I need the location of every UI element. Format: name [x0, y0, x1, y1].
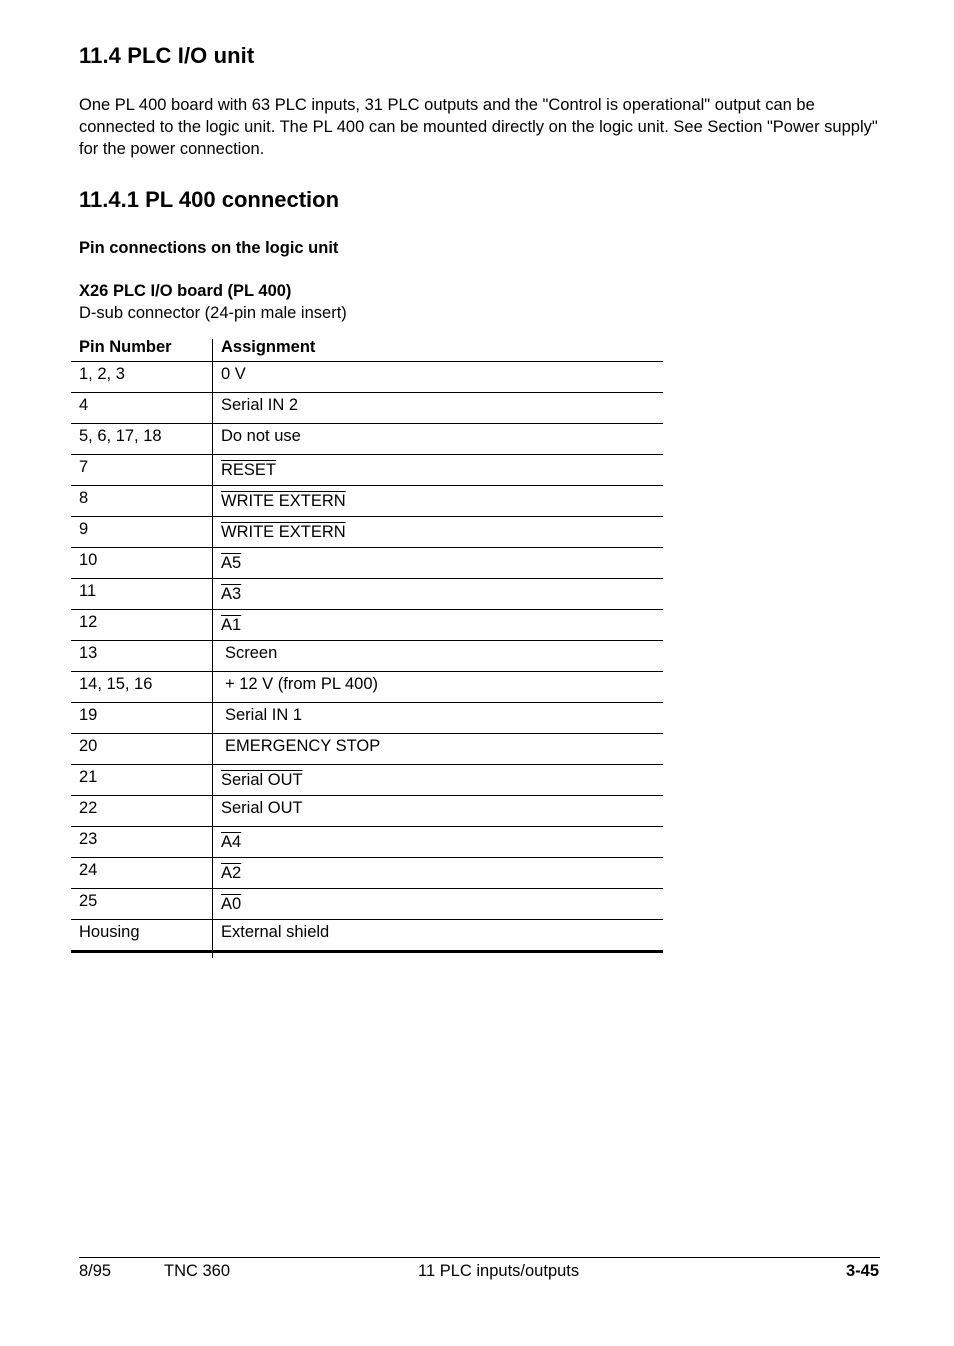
table-row — [71, 579, 663, 610]
table-row — [71, 920, 663, 953]
pin-cell: 14, 15, 16 — [79, 675, 153, 693]
table-row — [71, 734, 663, 765]
assignment-cell: Screen — [225, 644, 278, 662]
pin-cell: 7 — [79, 458, 89, 476]
pin-cell: 19 — [79, 706, 98, 724]
footer-date: 8/95 — [79, 1262, 112, 1280]
pin-cell: 5, 6, 17, 18 — [79, 427, 162, 445]
assignment-cell: Serial IN 2 — [221, 396, 299, 414]
assignment-cell: Serial OUT — [221, 771, 303, 789]
connector-description: D-sub connector (24-pin male insert) — [79, 304, 347, 322]
assignment-cell: Serial OUT — [221, 799, 303, 817]
assignment-cell: 0 V — [221, 365, 246, 383]
pin-cell: 20 — [79, 737, 98, 755]
table-row — [71, 796, 663, 827]
header-assignment: Assignment — [221, 338, 316, 356]
pin-cell: 11 — [79, 582, 97, 600]
assignment-cell: WRITE EXTERN — [221, 523, 346, 541]
table-header — [71, 337, 663, 362]
pin-cell: 8 — [79, 489, 89, 507]
pin-cell: 22 — [79, 799, 98, 817]
assignment-cell: A0 — [221, 895, 242, 913]
table-row — [71, 889, 663, 920]
assignment-cell: External shield — [221, 923, 330, 941]
assignment-cell: EMERGENCY STOP — [225, 737, 381, 755]
assignment-cell: A1 — [221, 616, 242, 634]
assignment-cell: WRITE EXTERN — [221, 492, 346, 510]
table-row — [71, 827, 663, 858]
assignment-cell: A3 — [221, 585, 242, 603]
pin-cell: 1, 2, 3 — [79, 365, 125, 383]
table-row — [71, 393, 663, 424]
pin-cell: 13 — [79, 644, 98, 662]
pin-cell: 9 — [79, 520, 89, 538]
connector-title: X26 PLC I/O board (PL 400) — [79, 282, 292, 300]
pin-cell: 10 — [79, 551, 98, 569]
table-row — [71, 455, 663, 486]
table-row — [71, 486, 663, 517]
table-row — [71, 641, 663, 672]
table-row — [71, 517, 663, 548]
pin-cell: 23 — [79, 830, 98, 848]
table-row — [71, 610, 663, 641]
table-row — [71, 548, 663, 579]
assignment-cell: A4 — [221, 833, 242, 851]
footer-chapter: 11 PLC inputs/outputs — [418, 1262, 580, 1280]
table-row — [71, 424, 663, 455]
pin-assignment-table — [71, 337, 663, 953]
pin-cell: Housing — [79, 923, 140, 941]
intro-paragraph: One PL 400 board with 63 PLC inputs, 31 PLC outputs and the "Control is operational" output can be connected to the logic unit. The PL 400 can be mounted directly on the logic unit. See Section "Power supply" for the power connection. — [79, 96, 878, 158]
section-title: 11.4 PLC I/O unit — [79, 43, 255, 68]
table-row — [71, 672, 663, 703]
footer-product: TNC 360 — [164, 1262, 231, 1280]
pin-cell: 24 — [79, 861, 98, 879]
pin-cell: 21 — [79, 768, 98, 786]
subsection-title: 11.4.1 PL 400 connection — [79, 187, 340, 212]
assignment-cell: A2 — [221, 864, 242, 882]
assignment-cell: Serial IN 1 — [225, 706, 303, 724]
assignment-cell: Do not use — [221, 427, 301, 445]
table-row — [71, 362, 663, 393]
pin-cell: 4 — [79, 396, 89, 414]
assignment-cell: A5 — [221, 554, 242, 572]
pin-connections-heading: Pin connections on the logic unit — [79, 239, 339, 257]
assignment-cell: + 12 V (from PL 400) — [225, 675, 379, 693]
table-row — [71, 765, 663, 796]
table-row — [71, 703, 663, 734]
footer-page-number: 3-45 — [845, 1262, 879, 1280]
header-pin-number: Pin Number — [79, 338, 172, 356]
table-row — [71, 858, 663, 889]
pin-cell: 25 — [79, 892, 98, 910]
pin-cell: 12 — [79, 613, 98, 631]
assignment-cell: RESET — [221, 461, 277, 479]
footer-divider — [79, 1257, 880, 1258]
